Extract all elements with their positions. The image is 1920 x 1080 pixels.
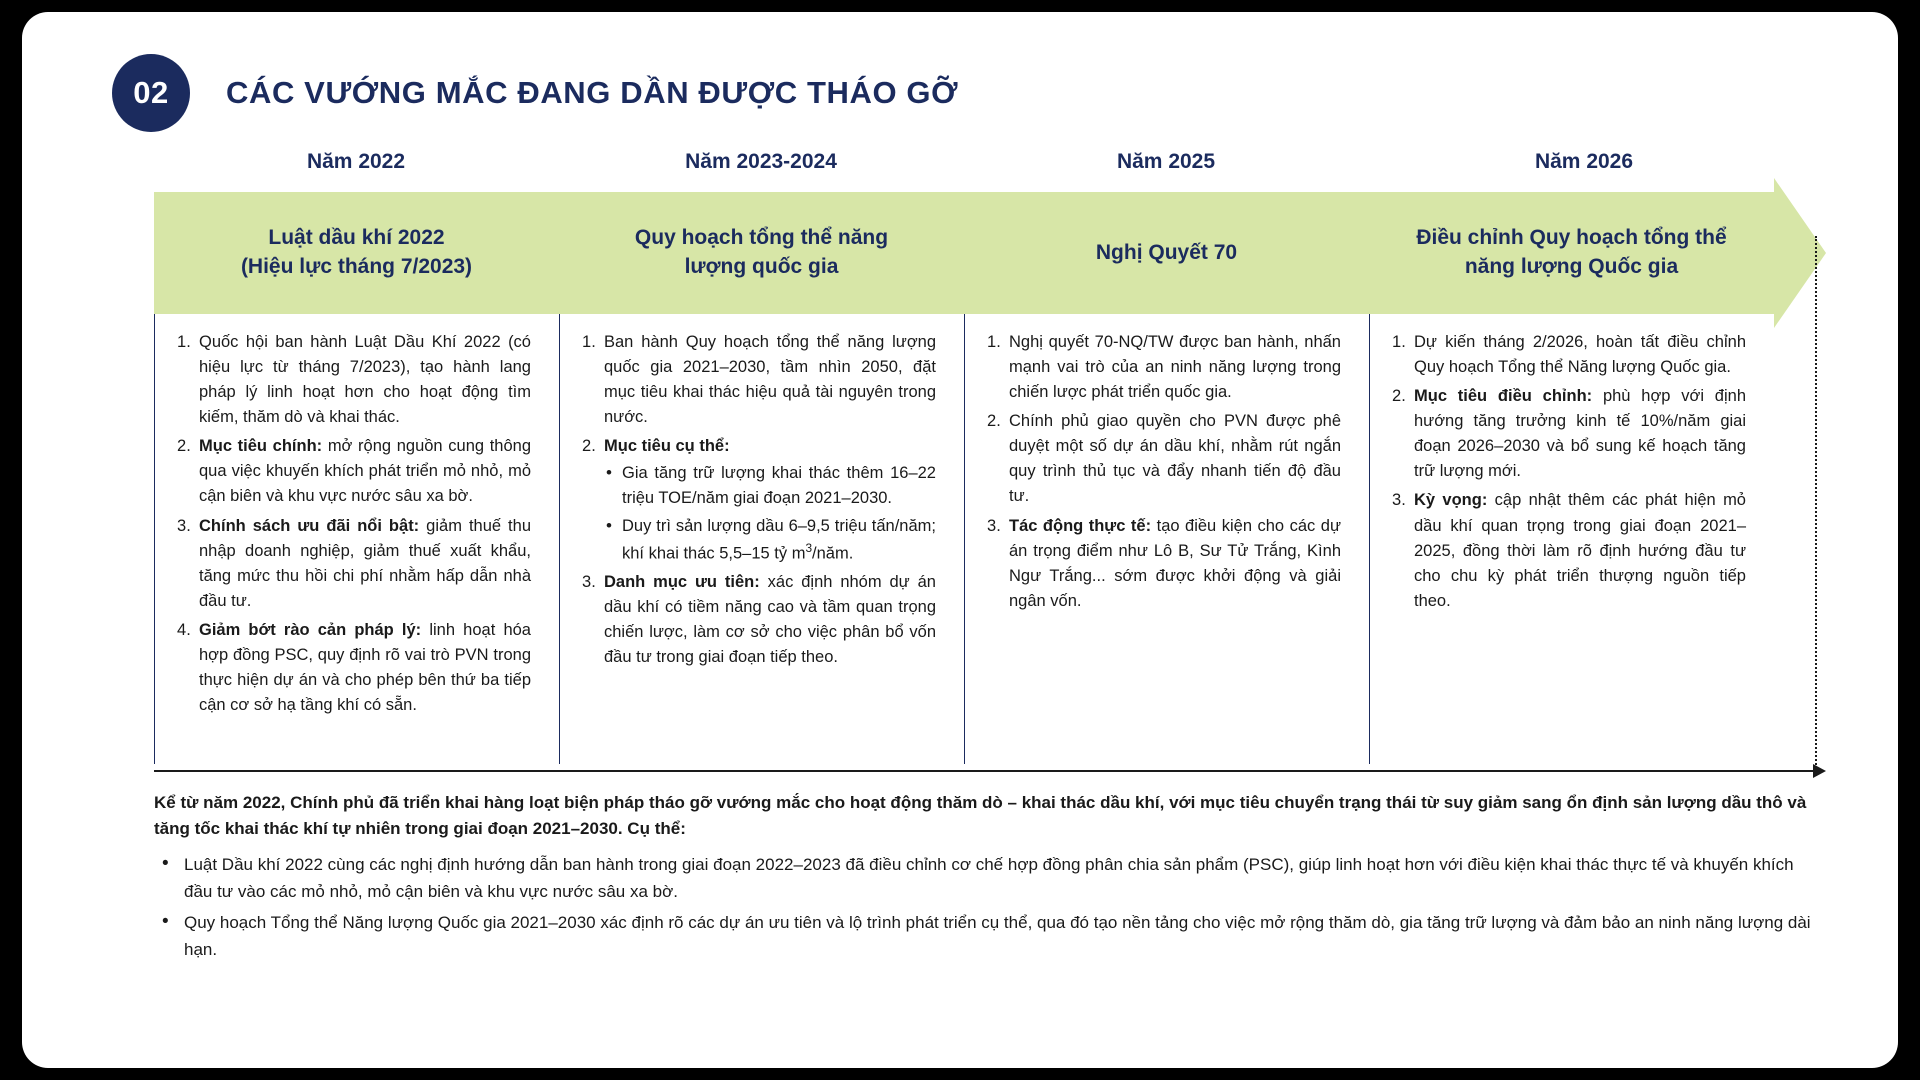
list-item [987, 409, 1341, 509]
timeline-band-title-2 [635, 224, 888, 282]
band-title-4-line2: năng lượng Quốc gia [1464, 255, 1679, 278]
timeline-subitem-list [604, 461, 936, 566]
timeline-column-2022 [154, 314, 559, 764]
item-lead: Tác động thực tế: [1009, 516, 1152, 535]
timeline-band-cell-1 [154, 192, 559, 314]
band-title-2-line2: lượng quốc gia [684, 255, 839, 278]
timeline-arrow-head [1774, 178, 1826, 328]
timeline-band-cell-4 [1369, 192, 1774, 314]
timeline-band-cell-2 [559, 192, 964, 314]
timeline-item-list-2023-2024 [582, 330, 936, 671]
timeline-year-2025: Năm 2025 [1116, 150, 1216, 173]
list-item [1392, 488, 1746, 613]
item-lead: Chính sách ưu đãi nổi bật: [199, 516, 420, 535]
item-lead: Mục tiêu điều chỉnh: [1414, 387, 1593, 406]
timeline-year-2026: Năm 2026 [1534, 150, 1634, 173]
timeline-baseline-arrow [154, 770, 1814, 772]
timeline-band [154, 192, 1826, 314]
item-text: linh hoạt hóa hợp đồng PSC, quy định rõ vai trò PVN trong thực hiện dự án và cho phép bên thứ ba tiếp cận cơ sở hạ tầng khí có sẵn. [199, 620, 531, 715]
list-item [987, 514, 1341, 614]
item-text: Chính phủ giao quyền cho PVN được phê duyệt một số dự án dầu khí, nhằm rút ngắn quy trình thủ tục và đẩy nhanh tiến độ đầu tư. [1009, 412, 1341, 506]
item-text: giảm thuế thu nhập doanh nghiệp, giảm thuế xuất khẩu, tăng mức thu hồi chi phí nhằm hấp dẫn nhà đầu tư. [199, 516, 531, 610]
list-item: • Quy hoạch Tổng thể Năng lượng Quốc gia 2021–2030 xác định rõ các dự án ưu tiên và lộ trình phát triển cụ thể, qua đó tạo nền tảng cho việc mở rộng thăm dò, gia tăng trữ lượng và đảm bảo an ninh năng lượng dài hạn. [154, 909, 1814, 963]
item-text: Dự kiến tháng 2/2026, hoàn tất điều chỉnh Quy hoạch Tổng thể Năng lượng Quốc gia. [1414, 333, 1746, 377]
band-title-2-line1: Quy hoạch tổng thể năng [634, 226, 889, 250]
band-title-1-line1: Luật dầu khí 2022 [268, 226, 445, 250]
item-text: cập nhật thêm các phát hiện mỏ dầu khí quan trọng trong giai đoạn 2021–2025, đồng thời làm rõ định hướng đầu tư cho chu kỳ phát triển thượng nguồn tiếp theo. [1414, 491, 1746, 610]
band-title-1-line2: (Hiệu lực tháng 7/2023) [240, 255, 473, 278]
page-title: CÁC VƯỚNG MẮC ĐANG DẦN ĐƯỢC THÁO GỠ [226, 75, 959, 110]
list-item: • Luật Dầu khí 2022 cùng các nghị định hướng dẫn ban hành trong giai đoạn 2022–2023 đã điều chỉnh cơ chế hợp đồng phân chia sản phẩm (PSC), giúp linh hoạt hơn với điều kiện khai thác thực tế và khuyến khích đầu tư vào các mỏ nhỏ, mỏ cận biên và khu vực nước sâu xa bờ. [154, 851, 1814, 905]
timeline-column-2026 [1369, 314, 1774, 764]
item-lead: Danh mục ưu tiên: [604, 573, 760, 592]
list-item [177, 434, 531, 509]
item-lead: Mục tiêu chính: [199, 437, 323, 456]
footer-note [154, 790, 1814, 967]
timeline-column-2025 [964, 314, 1369, 764]
footer-note-lead: Kể từ năm 2022, Chính phủ đã triển khai hàng loạt biện pháp tháo gỡ vướng mắc cho hoạt động thăm dò – khai thác dầu khí, với mục tiêu chuyển trạng thái từ suy giảm sang ổn định sản lượng dầu thô và tăng tốc khai thác khí tự nhiên trong giai đoạn 2021–2030. Cụ thể: [154, 793, 1807, 839]
timeline-item-list-2022 [177, 330, 531, 718]
timeline-columns [154, 314, 1826, 764]
list-item: • Gia tăng trữ lượng khai thác thêm 16–22 triệu TOE/năm giai đoạn 2021–2030. [604, 461, 936, 511]
item-text: xác định nhóm dự án dầu khí có tiềm năng cao và tầm quan trọng chiến lược, làm cơ sở cho việc phân bổ vốn đầu tư trong giai đoạn tiếp theo. [604, 573, 936, 667]
list-item [582, 570, 936, 670]
timeline-band-title-1 [241, 224, 472, 282]
timeline-item-list-2025 [987, 330, 1341, 614]
section-number-badge: 02 [112, 54, 190, 132]
list-item [1392, 384, 1746, 484]
slide-header [112, 54, 958, 132]
footer-note-list [154, 851, 1814, 964]
list-item [987, 330, 1341, 405]
item-text: mở rộng nguồn cung thông qua việc khuyến khích phát triển mỏ nhỏ, mỏ cận biên và khu vực nước sâu xa bờ. [199, 437, 531, 506]
list-item [177, 514, 531, 614]
timeline-year-2023-2024: Năm 2023-2024 [685, 150, 837, 173]
timeline-year-2022: Năm 2022 [306, 150, 406, 173]
list-item [177, 330, 531, 430]
list-item: • Duy trì sản lượng dầu 6–9,5 triệu tấn/năm; khí khai thác 5,5–15 tỷ $m^3$/năm. [604, 514, 936, 567]
item-text: tạo điều kiện cho các dự án trọng điểm như Lô B, Sư Tử Trắng, Kình Ngư Trắng... sớm được khởi động và giải ngân vốn. [1009, 516, 1341, 610]
list-item [582, 434, 936, 566]
item-text: phù hợp với định hướng tăng trưởng kinh tế 10%/năm giai đoạn 2026–2030 và bổ sung kế hoạch tăng trữ lượng mới. [1414, 387, 1746, 481]
item-text: Ban hành Quy hoạch tổng thể năng lượng quốc gia 2021–2030, tầm nhìn 2050, đặt mục tiêu khai thác hiệu quả tài nguyên trong nước. [604, 333, 936, 427]
timeline-band-title-3 [1096, 239, 1237, 268]
list-item [177, 618, 531, 718]
item-text: Quốc hội ban hành Luật Dầu Khí 2022 (có hiệu lực từ tháng 7/2023), tạo hành lang pháp lý linh hoạt hơn cho hoạt động tìm kiếm, thăm dò và khai thác. [199, 333, 531, 427]
timeline-band-title-4 [1416, 224, 1726, 282]
timeline-item-list-2026 [1392, 330, 1746, 614]
item-lead: Mục tiêu cụ thể: [604, 437, 730, 456]
list-item [1392, 330, 1746, 380]
item-lead: Kỳ vọng: [1414, 491, 1488, 510]
timeline [154, 150, 1826, 764]
item-lead: Giảm bớt rào cản pháp lý: [199, 620, 422, 639]
list-item [582, 330, 936, 430]
slide-canvas [22, 12, 1898, 1068]
timeline-year-row [154, 150, 1826, 182]
band-title-3-line1: Nghị Quyết 70 [1095, 240, 1238, 264]
timeline-column-2023-2024 [559, 314, 964, 764]
timeline-band-cell-3 [964, 192, 1369, 314]
band-title-4-line1: Điều chỉnh Quy hoạch tổng thể [1416, 226, 1727, 250]
item-text: Nghị quyết 70-NQ/TW được ban hành, nhấn mạnh vai trò của an ninh năng lượng trong chiến lược phát triển quốc gia. [1009, 333, 1341, 402]
timeline-dotted-end [1815, 236, 1817, 776]
